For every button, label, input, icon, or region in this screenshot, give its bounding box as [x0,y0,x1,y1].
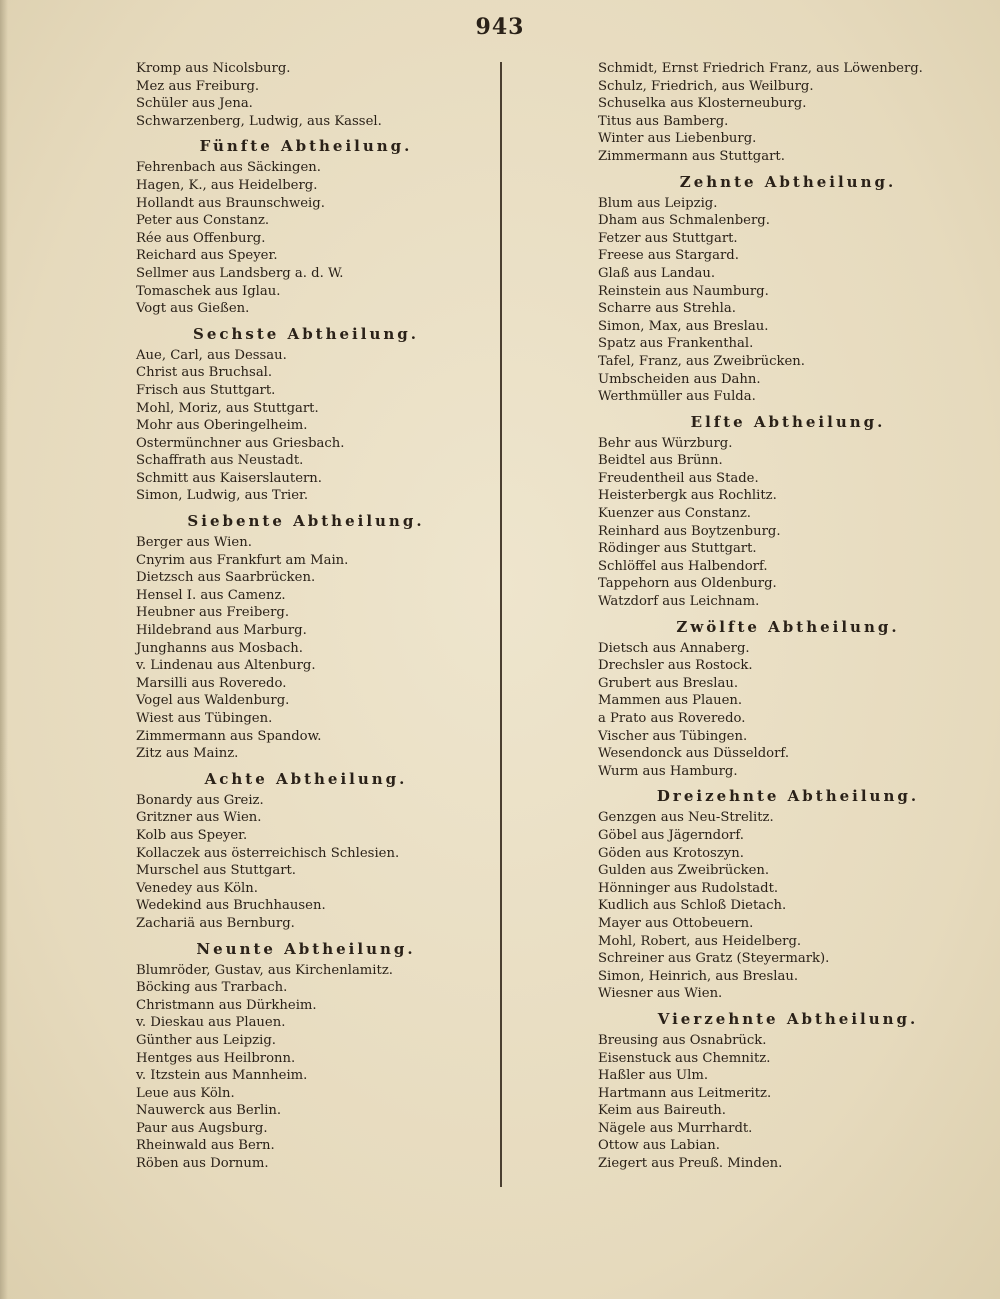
section-heading: Elfte Abtheilung. [690,412,886,431]
section-heading: Fünfte Abtheilung. [199,137,413,156]
list-entry: Schüler aus Jena. [136,96,253,112]
list-entry: Hensel I. aus Camenz. [136,587,286,603]
list-entry: Schulz, Friedrich, aus Weilburg. [598,78,814,94]
list-entry: Göbel aus Jägerndorf. [598,827,744,843]
list-entry: v. Dieskau aus Plauen. [136,1015,286,1031]
list-entry: Reinstein aus Naumburg. [598,283,769,299]
list-entry: Ostermünchner aus Griesbach. [136,435,345,451]
list-entry: Schwarzenberg, Ludwig, aus Kassel. [136,113,382,129]
section-heading: Vierzehnte Abtheilung. [657,1009,919,1028]
list-entry: Grubert aus Breslau. [598,675,739,691]
list-entry: Peter aus Constanz. [136,213,270,229]
list-entry: Vischer aus Tübingen. [598,728,748,744]
list-entry: Kuenzer aus Constanz. [598,506,752,522]
list-entry: Schmidt, Ernst Friedrich Franz, aus Löwenberg. [598,61,923,76]
list-entry: Hollandt aus Braunschweig. [136,195,325,211]
list-entry: Günther aus Leipzig. [136,1032,276,1048]
list-entry: Nauwerck aus Berlin. [136,1103,282,1119]
list-entry: Junghanns aus Mosbach. [136,640,303,656]
list-entry: Reinhard aus Boytzenburg. [598,523,781,539]
list-entry: Kromp aus Nicolsburg. [136,61,291,76]
list-entry: Aue, Carl, aus Dessau. [136,347,287,363]
list-entry: Tomaschek aus Iglau. [136,283,281,299]
list-entry: v. Lindenau aus Altenburg. [136,658,316,674]
list-entry: Venedey aus Köln. [136,880,258,896]
list-entry: Simon, Ludwig, aus Trier. [136,488,309,504]
list-entry: Hönninger aus Rudolstadt. [598,880,779,896]
list-entry: Schuselka aus Klosterneuburg. [598,96,807,112]
list-entry: Heisterbergk aus Rochlitz. [598,488,777,504]
list-entry: Freese aus Stargard. [598,248,739,264]
page-edge-shadow [0,0,8,1299]
list-entry: Kollaczek aus österreichisch Schlesien. [136,845,400,861]
list-entry: Keim aus Baireuth. [598,1103,726,1119]
list-entry: Böcking aus Trarbach. [136,980,288,996]
list-entry: Winter aus Liebenburg. [598,131,757,147]
list-entry: Hartmann aus Leitmeritz. [598,1085,772,1101]
list-entry: Hildebrand aus Marburg. [136,623,307,639]
list-entry: Mez aus Freiburg. [136,78,260,94]
right-column [598,60,978,1173]
list-entry: Reichard aus Speyer. [136,248,278,264]
list-entry: Hagen, K., aus Heidelberg. [136,177,318,193]
list-entry: Berger aus Wien. [136,535,252,551]
list-entry: Glaß aus Landau. [598,265,716,281]
list-entry: Gritzner aus Wien. [136,810,262,826]
list-entry: Scharre aus Strehla. [598,301,736,317]
list-entry: Heubner aus Freiberg. [136,605,290,621]
list-entry: Watzdorf aus Leichnam. [598,594,760,610]
list-entry: Simon, Heinrich, aus Breslau. [598,968,799,984]
list-entry: Zachariä aus Bernburg. [136,915,295,931]
list-entry: Nägele aus Murrhardt. [598,1120,753,1136]
list-entry: Tappehorn aus Oldenburg. [598,576,777,592]
list-entry: Rheinwald aus Bern. [136,1138,275,1154]
list-entry: Haßler aus Ulm. [598,1068,709,1084]
list-entry: Zimmermann aus Stuttgart. [598,148,785,164]
list-entry: Spatz aus Frankenthal. [598,336,754,352]
list-entry: Freudentheil aus Stade. [598,470,759,486]
list-entry: Drechsler aus Rostock. [598,658,753,674]
list-entry: Gulden aus Zweibrücken. [598,863,770,879]
section-heading: Zwölfte Abtheilung. [676,617,900,636]
list-entry: Schreiner aus Gratz (Steyermark). [598,951,830,967]
list-entry: Wiest aus Tübingen. [136,711,273,726]
list-entry: Christ aus Bruchsal. [136,365,273,381]
list-entry: Fetzer aus Stuttgart. [598,230,738,246]
list-entry: Paur aus Augsburg. [136,1120,268,1136]
list-entry: Umbscheiden aus Dahn. [598,371,761,387]
list-entry: Ziegert aus Preuß. Minden. [598,1156,783,1172]
list-entry: Blumröder, Gustav, aus Kirchenlamitz. [136,962,393,978]
list-entry: Röben aus Dornum. [136,1156,269,1172]
list-entry: Genzgen aus Neu-Strelitz. [598,810,774,826]
list-entry: Kudlich aus Schloß Dietach. [598,898,787,914]
list-entry: Frisch aus Stuttgart. [136,382,276,398]
list-entry: Bonardy aus Greiz. [136,792,264,808]
list-entry: Zimmermann aus Spandow. [136,728,322,744]
list-entry: Breusing aus Osnabrück. [598,1032,767,1048]
left-column [136,60,476,1173]
list-entry: a Prato aus Roveredo. [598,711,746,726]
list-entry: Dietsch aus Annaberg. [598,640,750,656]
section-heading: Siebente Abtheilung. [187,512,425,531]
list-entry: Blum aus Leipzig. [598,195,718,211]
list-entry: Wedekind aus Bruchhausen. [136,898,326,914]
column-divider [500,62,502,1187]
list-entry: Kolb aus Speyer. [136,827,248,843]
list-entry: Sellmer aus Landsberg a. d. W. [136,265,344,281]
list-entry: Cnyrim aus Frankfurt am Main. [136,552,349,568]
list-entry: Behr aus Würzburg. [598,435,733,451]
list-entry: Vogt aus Gießen. [136,301,250,317]
list-entry: Titus aus Bamberg. [598,113,729,129]
list-entry: Werthmüller aus Fulda. [598,389,756,405]
list-entry: Wurm aus Hamburg. [598,763,738,779]
list-entry: Murschel aus Stuttgart. [136,863,297,879]
list-entry: Christmann aus Dürkheim. [136,997,317,1013]
list-entry: Zitz aus Mainz. [136,746,239,762]
list-entry: Simon, Max, aus Breslau. [598,318,769,334]
list-entry: Wesendonck aus Düsseldorf. [598,746,790,762]
list-entry: Mohl, Moriz, aus Stuttgart. [136,400,319,416]
list-entry: Schmitt aus Kaiserslautern. [136,470,322,486]
list-entry: v. Itzstein aus Mannheim. [136,1068,308,1084]
list-entry: Fehrenbach aus Säckingen. [136,160,321,176]
list-entry: Beidtel aus Brünn. [598,453,723,469]
list-entry: Wiesner aus Wien. [598,986,723,1002]
list-entry: Göden aus Krotoszyn. [598,845,744,861]
list-entry: Schlöffel aus Halbendorf. [598,558,768,574]
list-entry: Vogel aus Waldenburg. [136,693,290,709]
list-entry: Rödinger aus Stuttgart. [598,541,757,557]
list-entry: Schaffrath aus Neustadt. [136,453,304,469]
list-entry: Mammen aus Plauen. [598,693,743,709]
section-heading: Sechste Abtheilung. [193,324,419,343]
list-entry: Mohr aus Oberingelheim. [136,418,308,434]
list-entry: Eisenstuck aus Chemnitz. [598,1050,771,1066]
list-entry: Mayer aus Ottobeuern. [598,915,754,931]
list-entry: Rée aus Offenburg. [136,230,266,246]
list-entry: Ottow aus Labian. [598,1138,720,1154]
list-entry: Dietzsch aus Saarbrücken. [136,570,316,586]
section-heading: Zehnte Abtheilung. [679,172,897,191]
section-heading: Achte Abtheilung. [204,769,408,788]
section-heading: Neunte Abtheilung. [196,939,416,958]
list-entry: Marsilli aus Roveredo. [136,675,287,691]
list-entry: Tafel, Franz, aus Zweibrücken. [598,353,805,369]
page-number: 943 [475,14,525,40]
list-entry: Hentges aus Heilbronn. [136,1050,296,1066]
list-entry: Dham aus Schmalenberg. [598,213,770,229]
list-entry: Mohl, Robert, aus Heidelberg. [598,933,802,949]
section-heading: Dreizehnte Abtheilung. [656,787,920,806]
list-entry: Leue aus Köln. [136,1085,235,1101]
